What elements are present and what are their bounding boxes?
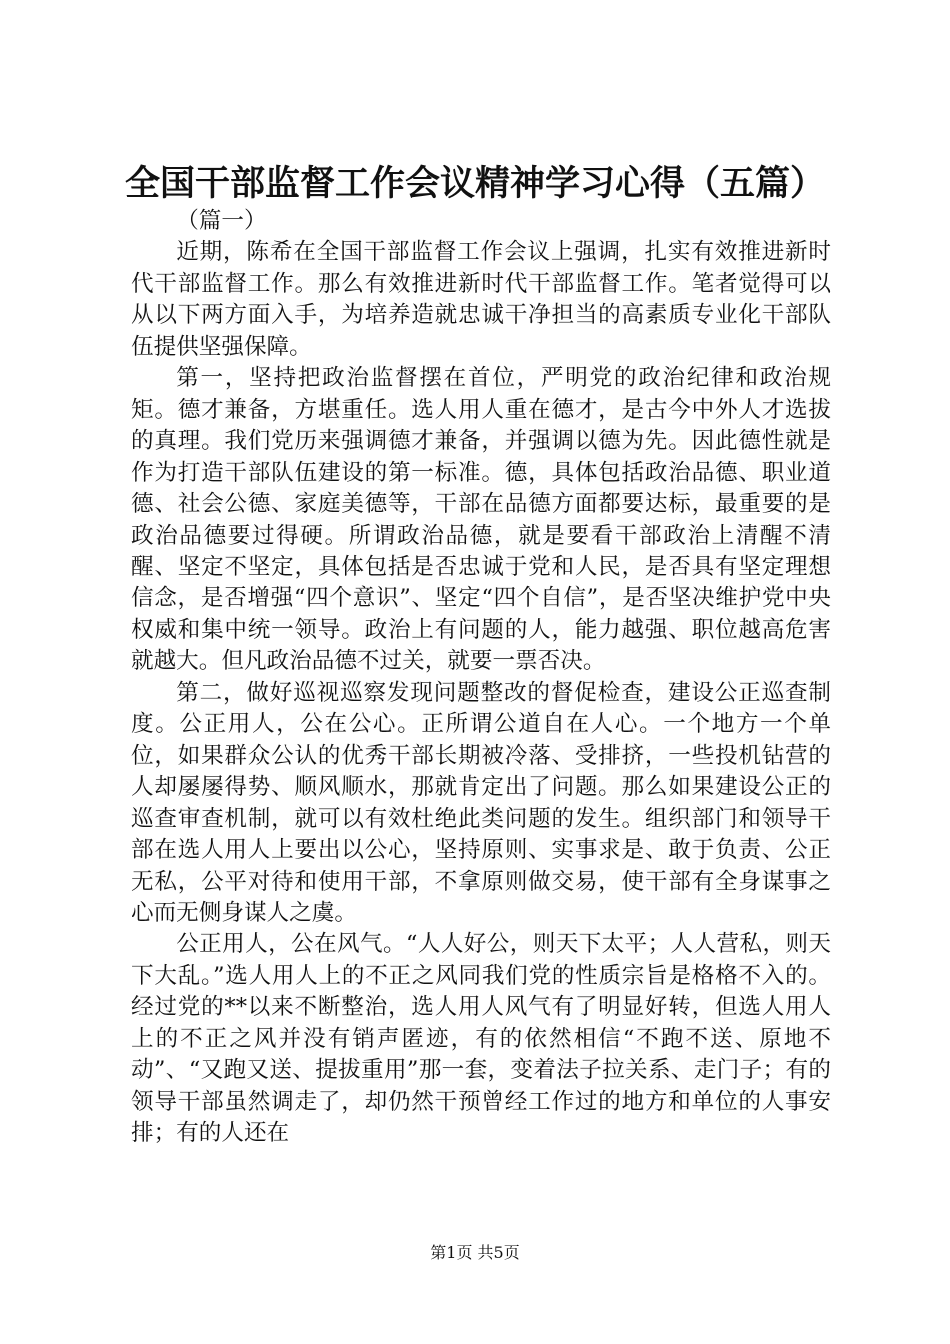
paragraph-second-point: 第二，做好巡视巡察发现问题整改的督促检查，建设公正巡查制度。公正用人，公在公心。正所谓公道自在人心。一个地方一个单位，如果群众公认的优秀干部长期被冷落、受排挤，一些投机钻营的人却屡屡得势、顺风顺水，那就肯定出了问题。那么如果建设公正的巡查审查机制，就可以有效杜绝此类问题的发生。组织部门和领导干部在选人用人上要出以公心，坚持原则、实事求是、敢于负责、公正无私，公平对待和使用干部，不拿原则做交易，使干部有全身谋事之心而无侧身谋人之虞。 — [131, 679, 831, 926]
paragraph-intro: 近期，陈希在全国干部监督工作会议上强调，扎实有效推进新时代干部监督工作。那么有效推进新时代干部监督工作。笔者觉得可以从以下两方面入手，为培养造就忠诚干净担当的高素质专业化干部队伍提供坚强保障。 — [131, 239, 831, 360]
document-body — [131, 206, 831, 1150]
section-label: （篇一） — [176, 208, 267, 234]
document-title: 全国干部监督工作会议精神学习心得（五篇） — [124, 164, 825, 204]
paragraph-first-point: 第一，坚持把政治监督摆在首位，严明党的政治纪律和政治规矩。德才兼备，方堪重任。选人用人重在德才，是古今中外人才选拔的真理。我们党历来强调德才兼备，并强调以德为先。因此德性就是作为打造干部队伍建设的第一标准。德，具体包括政治品德、职业道德、社会公德、家庭美德等，干部在品德方面都要达标，最重要的是政治品德要过得硬。所谓政治品德，就是要看干部政治上清醒不清醒、坚定不坚定，具体包括是否忠诚于党和人民，是否具有坚定理想信念，是否增强“四个意识”、坚定“四个自信”，是否坚决维护党中央权威和集中统一领导。政治上有问题的人，能力越强、职位越高危害就越大。但凡政治品德不过关，就要一票否决。 — [131, 365, 831, 675]
paragraph-fairness: 公正用人，公在风气。“人人好公，则天下太平；人人营私，则天下大乱。”选人用人上的不正之风同我们党的性质宗旨是格格不入的。经过党的**以来不断整治，选人用人风气有了明显好转，但选人用人上的不正之风并没有销声匿迹，有的依然相信“不跑不送、原地不动”、“又跑又送、提拔重用”那一套，变着法子拉关系、走门子；有的领导干部虽然调走了，却仍然干预曾经工作过的地方和单位的人事安排；有的人还在 — [131, 931, 831, 1147]
page-footer: 第1页 共5页 — [430, 1243, 520, 1262]
